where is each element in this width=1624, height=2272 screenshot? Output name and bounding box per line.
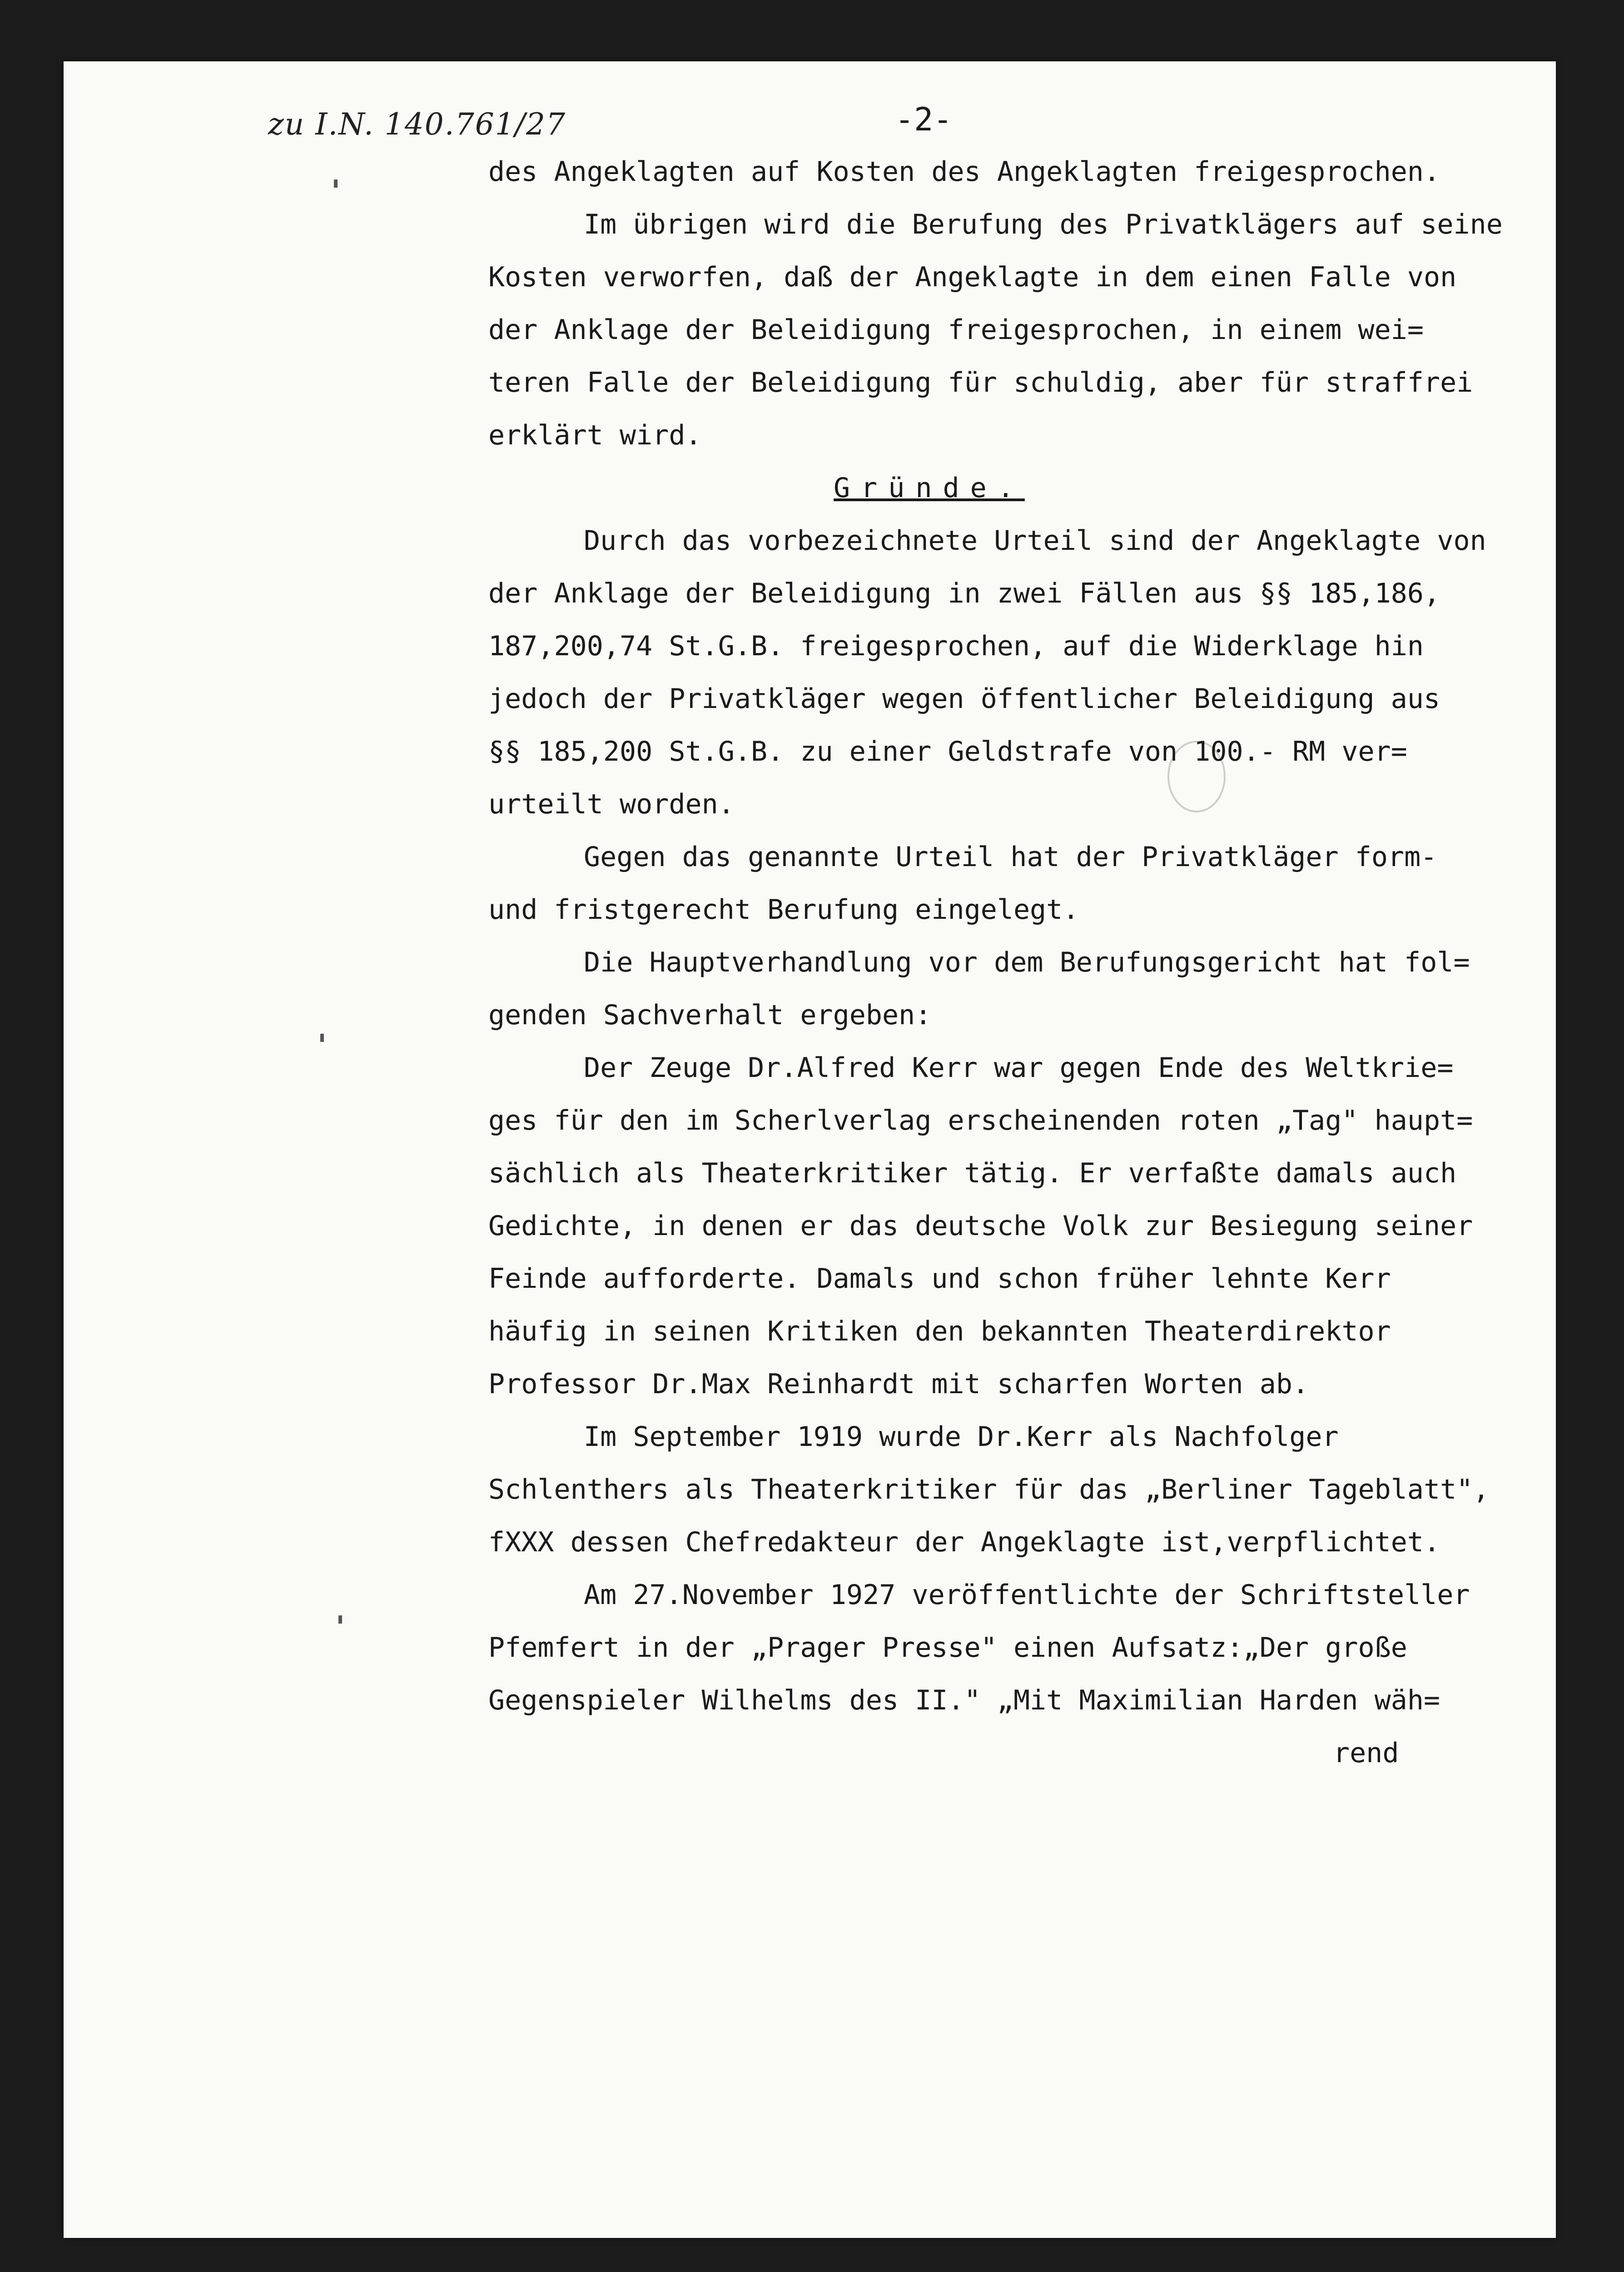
section-heading: Gründe.	[834, 472, 1025, 504]
body-line: Pfemfert in der „Prager Presse" einen Aufsatz:„Der große	[488, 1632, 1407, 1664]
body-line: des Angeklagten auf Kosten des Angeklagten freigesprochen.	[488, 156, 1440, 188]
body-line: Professor Dr.Max Reinhardt mit scharfen Worten ab.	[488, 1368, 1309, 1400]
body-line: Schlenthers als Theaterkritiker für das „Berliner Tageblatt",	[488, 1474, 1490, 1505]
body-line: Die Hauptverhandlung vor dem Berufungsgericht hat fol=	[584, 947, 1470, 978]
body-line: Feinde aufforderte. Damals und schon früher lehnte Kerr	[488, 1263, 1391, 1295]
body-line: §§ 185,200 St.G.B. zu einer Geldstrafe von 100.- RM ver=	[488, 736, 1407, 767]
document-body	[488, 145, 1551, 1779]
body-line: häufig in seinen Kritiken den bekannten Theaterdirektor	[488, 1315, 1391, 1347]
body-line: Gegen das genannte Urteil hat der Privatkläger form-	[584, 841, 1437, 873]
body-line: Gedichte, in denen er das deutsche Volk zur Besiegung seiner	[488, 1210, 1473, 1242]
catchword: rend	[1333, 1737, 1399, 1769]
body-line: Im übrigen wird die Berufung des Privatklägers auf seine	[584, 209, 1503, 240]
body-line: urteilt worden.	[488, 788, 735, 820]
body-line: erklärt wird.	[488, 419, 702, 451]
margin-mark	[320, 1034, 324, 1042]
body-line: ges für den im Scherlverlag erscheinenden roten „Tag" haupt=	[488, 1105, 1473, 1136]
body-line: Gegenspieler Wilhelms des II." „Mit Maximilian Harden wäh=	[488, 1684, 1440, 1716]
body-line: der Anklage der Beleidigung freigesprochen, in einem wei=	[488, 314, 1424, 346]
body-line: der Anklage der Beleidigung in zwei Fällen aus §§ 185,186,	[488, 578, 1440, 609]
body-line: sächlich als Theaterkritiker tätig. Er verfaßte damals auch	[488, 1157, 1457, 1189]
body-line: Der Zeuge Dr.Alfred Kerr war gegen Ende des Weltkrie=	[584, 1052, 1454, 1084]
margin-mark	[338, 1615, 342, 1624]
body-line: teren Falle der Beleidigung für schuldig, aber für straffrei	[488, 367, 1473, 399]
page-number: -2-	[895, 101, 953, 138]
body-line: fXXX dessen Chefredakteur der Angeklagte ist,verpflichtet.	[488, 1526, 1440, 1558]
body-line: und fristgerecht Berufung eingelegt.	[488, 894, 1079, 926]
body-line: Durch das vorbezeichnete Urteil sind der Angeklagte von	[584, 525, 1486, 557]
body-line: jedoch der Privatkläger wegen öffentlicher Beleidigung aus	[488, 683, 1440, 715]
body-line: Im September 1919 wurde Dr.Kerr als Nachfolger	[584, 1421, 1339, 1453]
margin-mark	[334, 179, 338, 188]
body-line: Am 27.November 1927 veröffentlichte der Schriftsteller	[584, 1579, 1470, 1611]
handwritten-reference-note: zu I.N. 140.761/27	[268, 107, 566, 142]
body-line: Kosten verworfen, daß der Angeklagte in dem einen Falle von	[488, 261, 1457, 293]
body-line: 187,200,74 St.G.B. freigesprochen, auf die Widerklage hin	[488, 630, 1424, 662]
body-line: genden Sachverhalt ergeben:	[488, 999, 932, 1031]
